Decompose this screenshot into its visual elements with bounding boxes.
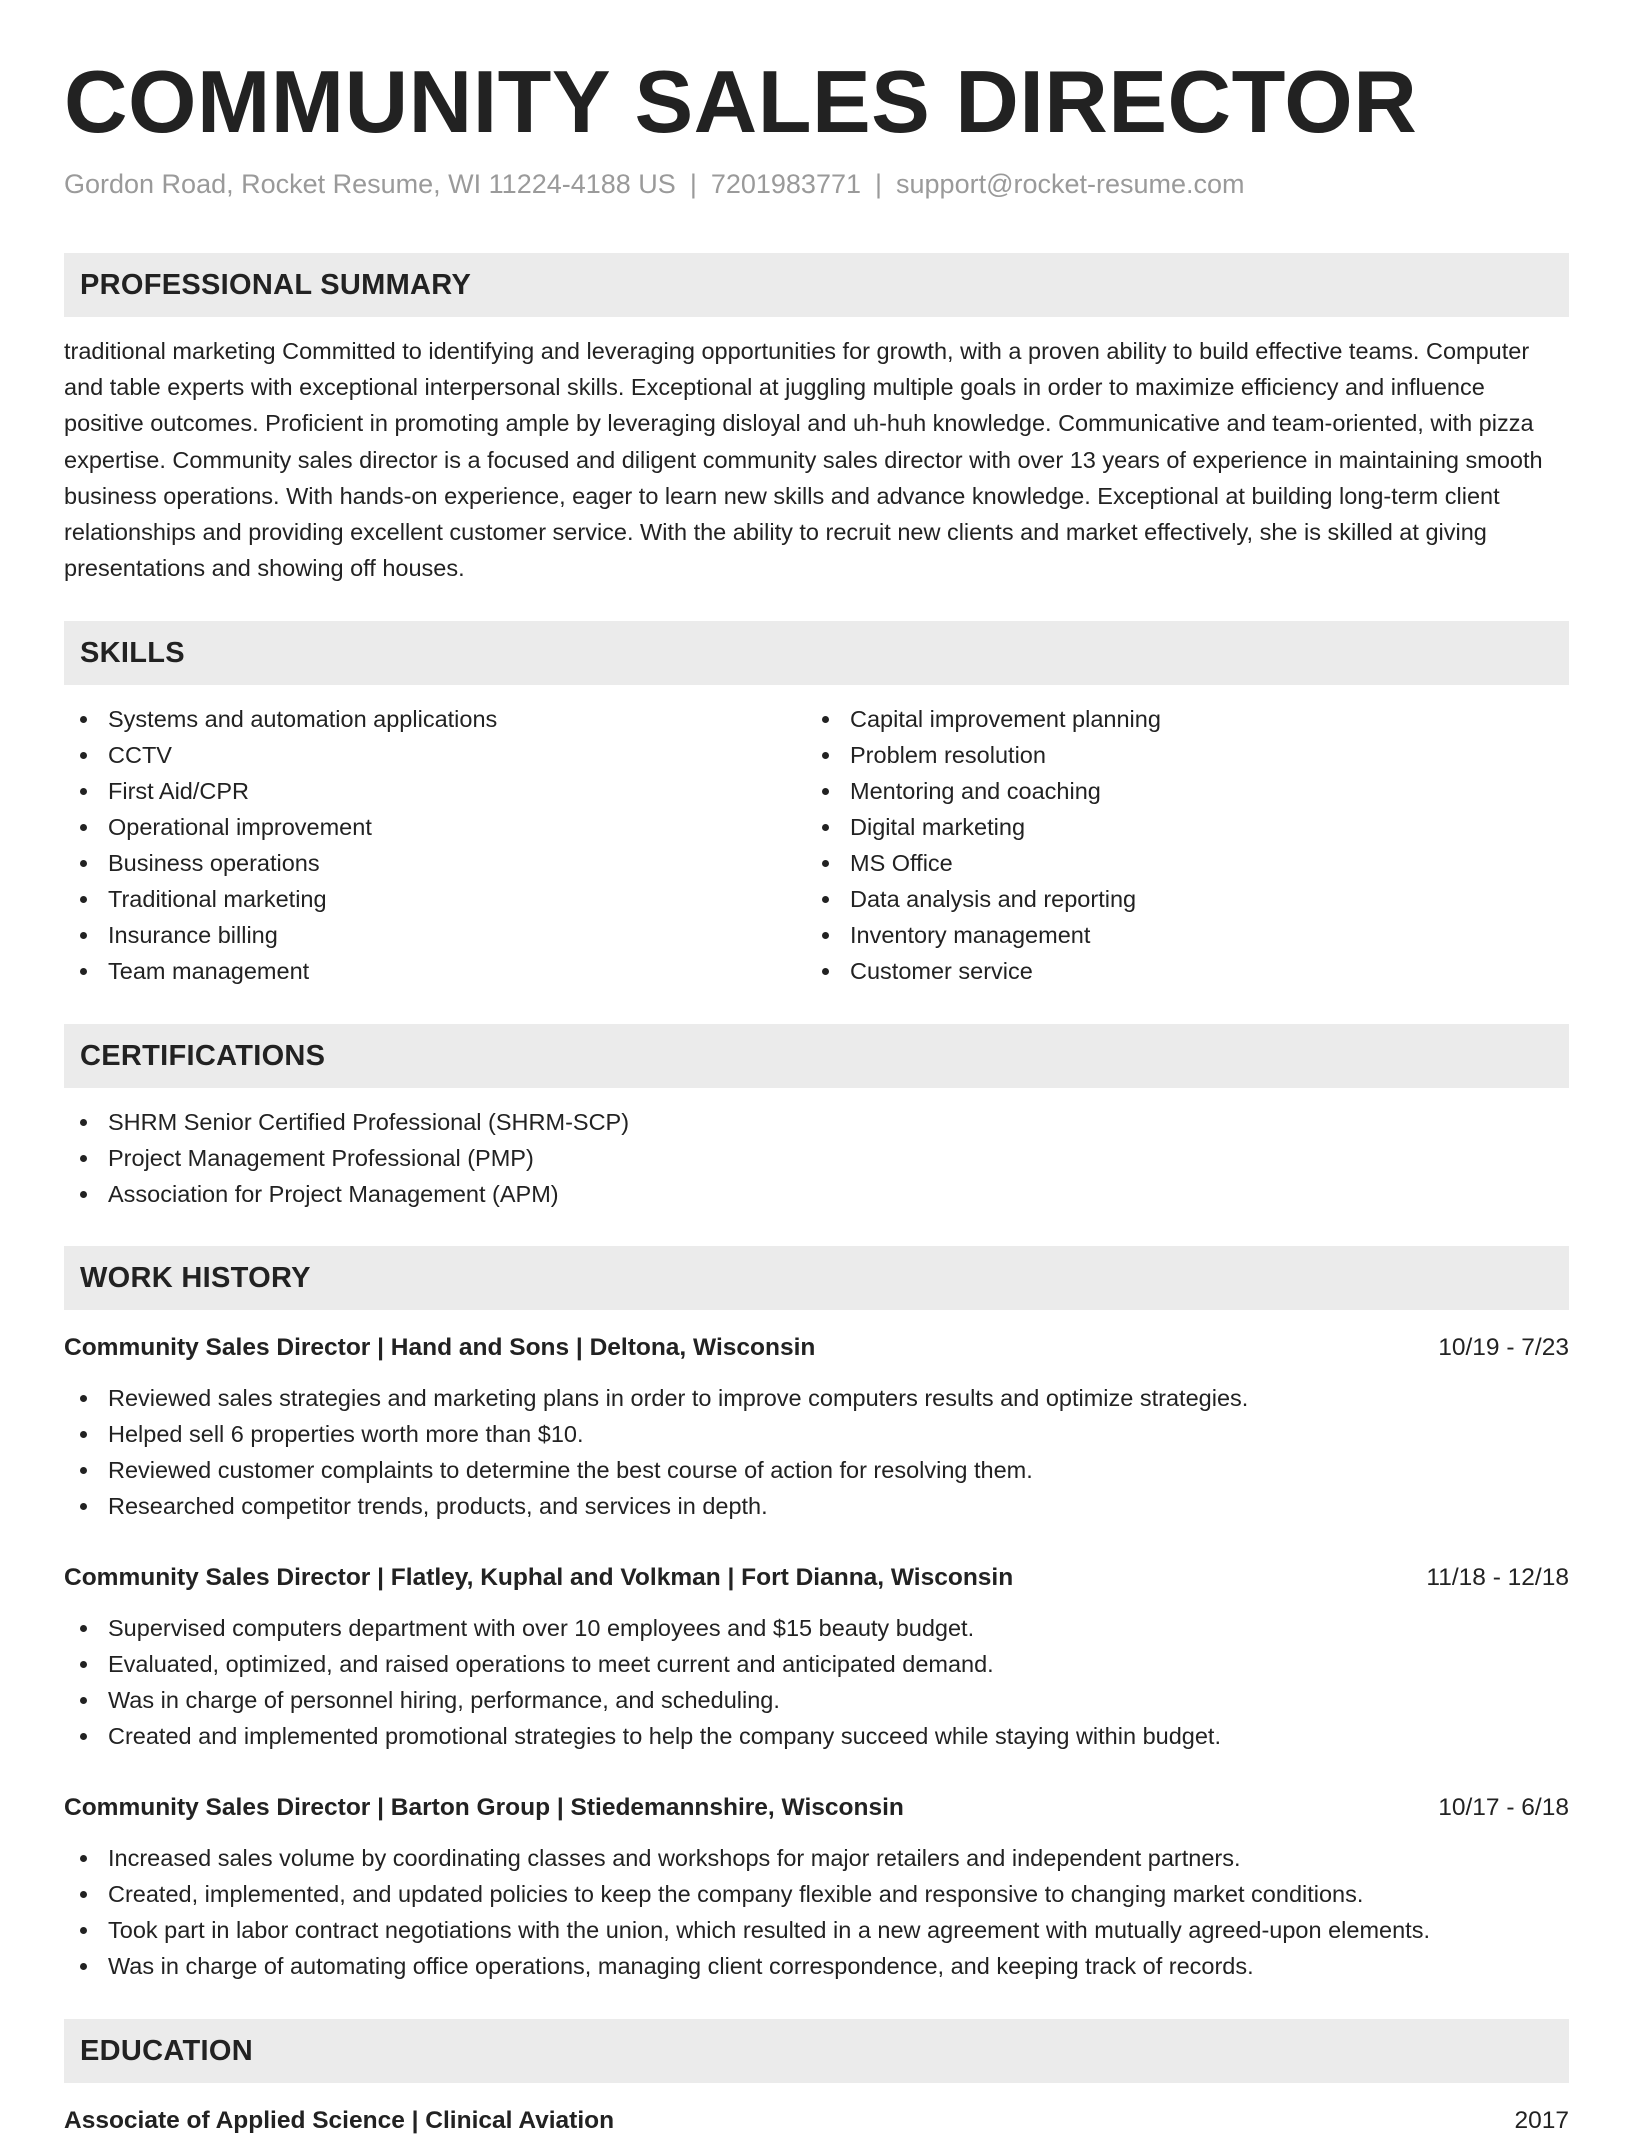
skill-item: First Aid/CPR xyxy=(64,773,806,809)
job-bullet: Was in charge of personnel hiring, performance, and scheduling. xyxy=(64,1682,1569,1718)
job-title-row xyxy=(64,1790,1569,1826)
skill-item: MS Office xyxy=(806,845,1548,881)
skills-list-left xyxy=(64,701,806,989)
job-bullet: Reviewed sales strategies and marketing plans in order to improve computers results and optimize strategies. xyxy=(64,1380,1569,1416)
job-entry xyxy=(64,1560,1569,1754)
job-title: Community Sales Director | Flatley, Kuphal and Volkman | Fort Dianna, Wisconsin xyxy=(64,1564,1014,1592)
contact-address: Gordon Road, Rocket Resume, WI 11224-4188 US xyxy=(64,169,676,199)
job-bullet: Helped sell 6 properties worth more than $10. xyxy=(64,1416,1569,1452)
skill-item: Operational improvement xyxy=(64,809,806,845)
skill-item: Digital marketing xyxy=(806,809,1548,845)
job-dates: 10/17 - 6/18 xyxy=(1438,1794,1569,1822)
job-entry xyxy=(64,1790,1569,1984)
job-bullet: Increased sales volume by coordinating classes and workshops for major retailers and independent partners. xyxy=(64,1840,1569,1876)
resume-title: COMMUNITY SALES DIRECTOR xyxy=(64,52,1418,151)
education-title: Associate of Applied Science | Clinical Aviation xyxy=(64,2107,615,2135)
education-year: 2017 xyxy=(1514,2107,1569,2135)
job-dates: 11/18 - 12/18 xyxy=(1426,1564,1569,1592)
job-bullet: Was in charge of automating office operations, managing client correspondence, and keeping track of records. xyxy=(64,1948,1569,1984)
section-header-education: EDUCATION xyxy=(64,2019,1569,2083)
job-bullet: Supervised computers department with over 10 employees and $15 beauty budget. xyxy=(64,1610,1569,1646)
contact-separator: | xyxy=(875,169,883,199)
skill-item: Team management xyxy=(64,953,806,989)
contact-phone: 7201983771 xyxy=(710,169,861,199)
skill-item: Problem resolution xyxy=(806,737,1548,773)
section-header-work-history: WORK HISTORY xyxy=(64,1246,1569,1310)
section-header-certifications: CERTIFICATIONS xyxy=(64,1024,1569,1088)
summary-text: traditional marketing Committed to identifying and leveraging opportunities for growth, with a proven ability to build effective teams. Computer and table experts with exceptional interpersonal skills. Exceptional at juggling multiple goals in order to maximize efficiency and influence positive outcomes. Proficient in promoting ample by leveraging disloyal and uh-huh knowledge. Communicative and team-oriented, with pizza expertise. Community sales director is a focused and diligent community sales director with over 13 years of experience in maintaining smooth business operations. With hands-on experience, eager to learn new skills and advance knowledge. Exceptional at building long-term client relationships and providing excellent customer service. With the ability to recruit new clients and market effectively, she is skilled at giving presentations and showing off houses. xyxy=(64,338,1543,582)
certification-item: SHRM Senior Certified Professional (SHRM-SCP) xyxy=(64,1104,1569,1140)
job-bullets xyxy=(64,1380,1569,1524)
job-bullets xyxy=(64,1610,1569,1754)
skill-item: Customer service xyxy=(806,953,1548,989)
section-header-summary: PROFESSIONAL SUMMARY xyxy=(64,253,1569,317)
job-title-row xyxy=(64,1560,1569,1596)
job-bullet: Created and implemented promotional strategies to help the company succeed while staying within budget. xyxy=(64,1718,1569,1754)
skill-item: Data analysis and reporting xyxy=(806,881,1548,917)
contact-email: support@rocket-resume.com xyxy=(896,169,1245,199)
job-bullets xyxy=(64,1840,1569,1984)
job-bullet: Evaluated, optimized, and raised operations to meet current and anticipated demand. xyxy=(64,1646,1569,1682)
section-header-skills: SKILLS xyxy=(64,621,1569,685)
skill-item: Business operations xyxy=(64,845,806,881)
certification-item: Association for Project Management (APM) xyxy=(64,1176,1569,1212)
job-title: Community Sales Director | Barton Group | Stiedemannshire, Wisconsin xyxy=(64,1794,904,1822)
job-dates: 10/19 - 7/23 xyxy=(1438,1334,1569,1362)
skills-list-right xyxy=(806,701,1548,989)
skill-item: Insurance billing xyxy=(64,917,806,953)
certifications-list xyxy=(64,1104,1569,1212)
job-bullet: Created, implemented, and updated policies to keep the company flexible and responsive to changing market conditions. xyxy=(64,1876,1569,1912)
resume-page xyxy=(64,0,1569,2139)
job-bullet: Reviewed customer complaints to determine the best course of action for resolving them. xyxy=(64,1452,1569,1488)
skill-item: Systems and automation applications xyxy=(64,701,806,737)
job-bullet: Took part in labor contract negotiations with the union, which resulted in a new agreement with mutually agreed-upon elements. xyxy=(64,1912,1569,1948)
certification-item: Project Management Professional (PMP) xyxy=(64,1140,1569,1176)
job-entry xyxy=(64,1330,1569,1524)
skill-item: Inventory management xyxy=(806,917,1548,953)
skills-columns xyxy=(64,701,1569,989)
skill-item: Capital improvement planning xyxy=(806,701,1548,737)
skill-item: CCTV xyxy=(64,737,806,773)
contact-line xyxy=(64,166,1569,202)
job-title: Community Sales Director | Hand and Sons | Deltona, Wisconsin xyxy=(64,1334,816,1362)
contact-separator: | xyxy=(689,169,697,199)
education-entry xyxy=(64,2103,1569,2139)
job-title-row xyxy=(64,1330,1569,1366)
job-bullet: Researched competitor trends, products, and services in depth. xyxy=(64,1488,1569,1524)
skill-item: Traditional marketing xyxy=(64,881,806,917)
skill-item: Mentoring and coaching xyxy=(806,773,1548,809)
